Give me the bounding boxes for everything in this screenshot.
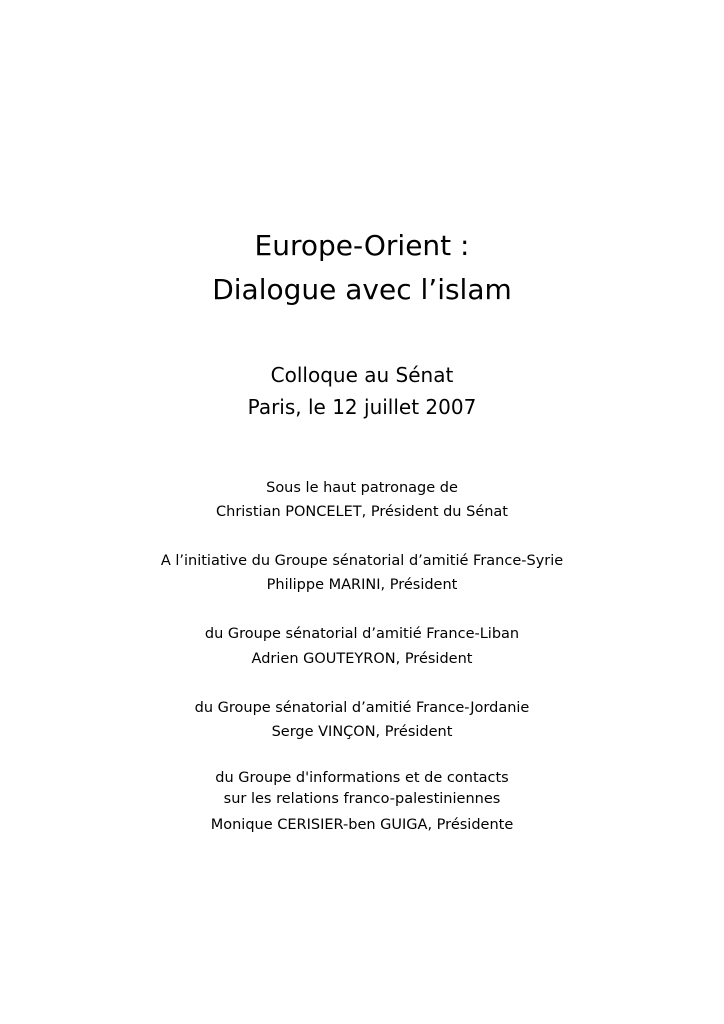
president-syrie: Philippe MARINI, Président bbox=[266, 577, 458, 593]
group-palestine-line-1: du Groupe d'informations et de contacts bbox=[215, 770, 509, 786]
president-liban: Adrien GOUTEYRON, Président bbox=[251, 651, 473, 667]
president-jordanie: Serge VINÇON, Président bbox=[271, 724, 453, 740]
group-palestine-line-2: sur les relations franco-palestiniennes bbox=[223, 791, 501, 807]
group-syrie: A l’initiative du Groupe sénatorial d’amitié France-Syrie bbox=[160, 553, 564, 569]
title-line-1: Europe-Orient : bbox=[254, 229, 470, 262]
patronage-person: Christian PONCELET, Président du Sénat bbox=[216, 504, 508, 520]
group-jordanie: du Groupe sénatorial d’amitié France-Jordanie bbox=[194, 700, 530, 716]
patronage-intro: Sous le haut patronage de bbox=[266, 480, 458, 496]
president-palestine: Monique CERISIER-ben GUIGA, Présidente bbox=[210, 817, 514, 833]
group-liban: du Groupe sénatorial d’amitié France-Liban bbox=[204, 626, 520, 642]
title-line-2: Dialogue avec l’islam bbox=[212, 273, 512, 306]
event-name: Colloque au Sénat bbox=[270, 363, 454, 387]
event-date-place: Paris, le 12 juillet 2007 bbox=[247, 395, 477, 419]
